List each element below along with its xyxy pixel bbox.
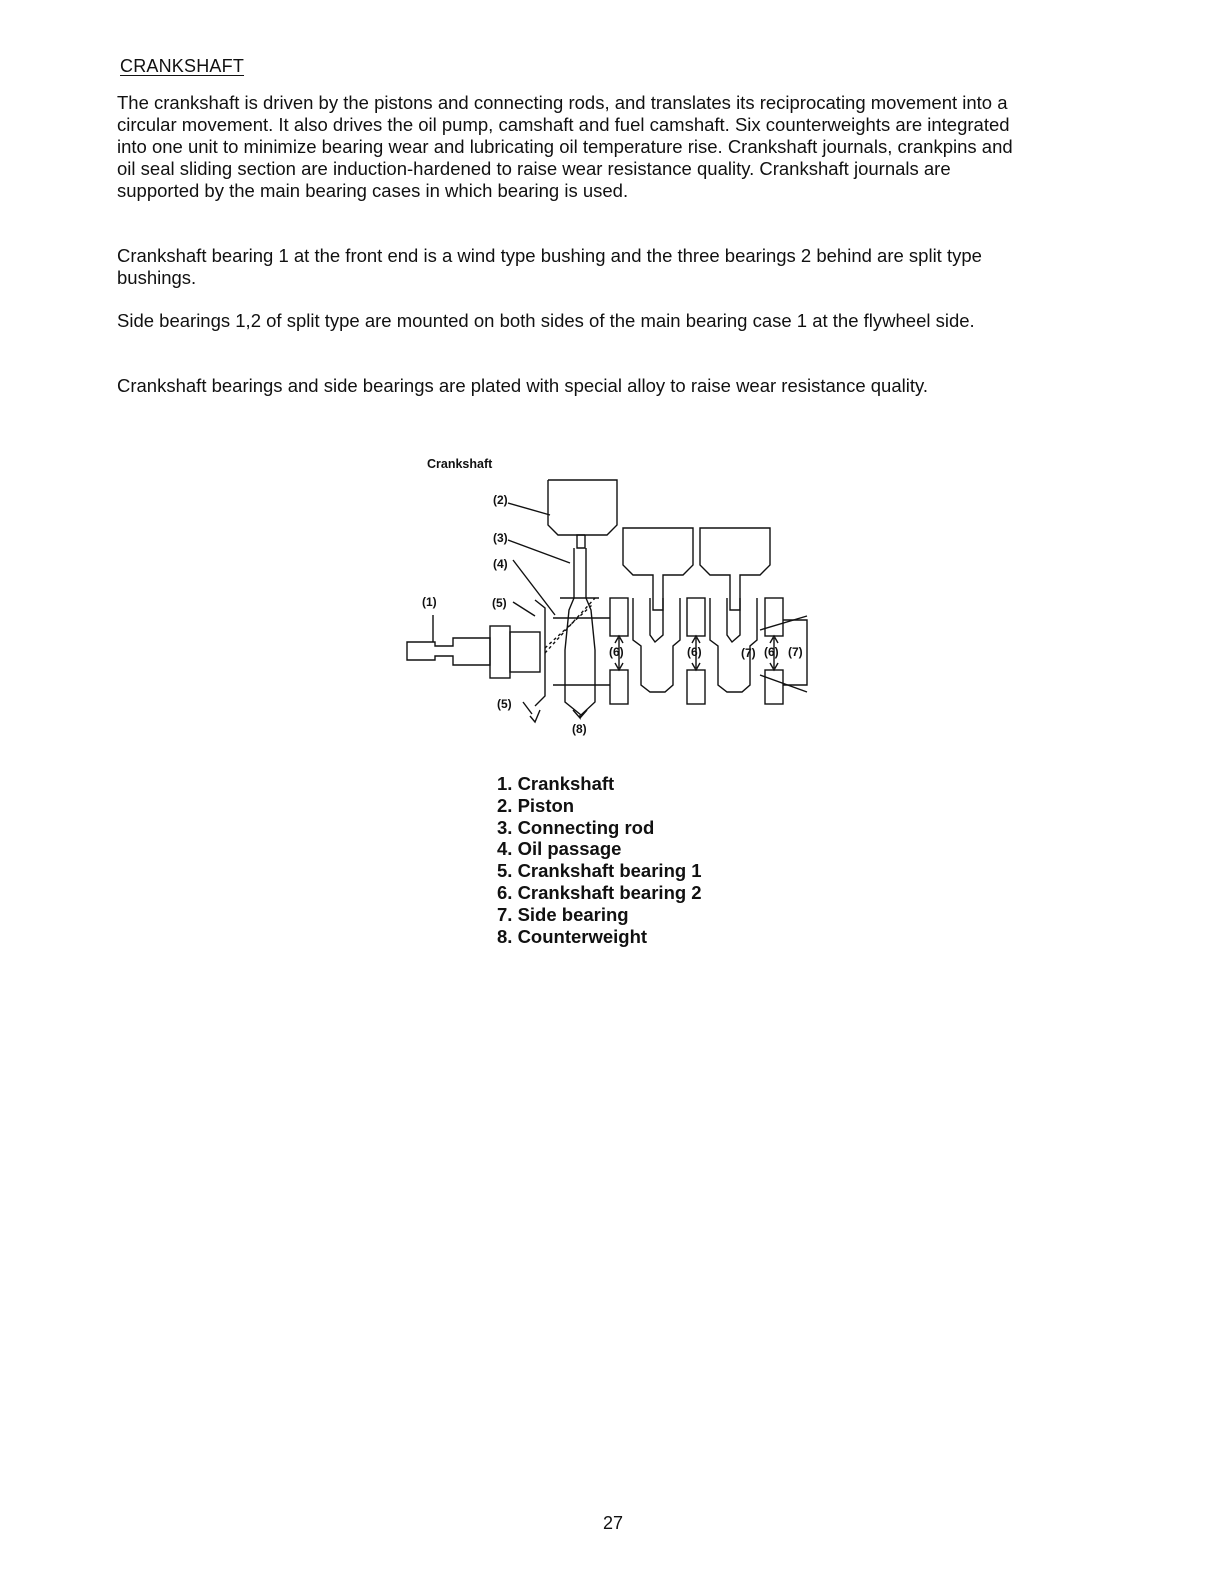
piston-2 [623, 528, 693, 610]
callout-6-b: (6) [687, 645, 702, 659]
section-heading: CRANKSHAFT [120, 56, 245, 76]
callout-2: (2) [493, 493, 508, 507]
connecting-rod-1 [565, 548, 595, 715]
figure-title: Crankshaft [427, 457, 493, 471]
callout-5-top: (5) [492, 596, 507, 610]
paragraph-2: Crankshaft bearing 1 at the front end is a wind type bushing and the three bearings 2 behind are split type bushings. [117, 245, 982, 288]
callout-8: (8) [572, 722, 587, 736]
callout-7-b: (7) [788, 645, 803, 659]
legend-item: 4. Oil passage [497, 838, 622, 860]
crankshaft-diagram [395, 470, 825, 745]
callout-1: (1) [422, 595, 437, 609]
legend-item: 1. Crankshaft [497, 773, 615, 794]
piston-1 [548, 480, 617, 548]
figure-legend [497, 773, 702, 947]
callout-6-c: (6) [764, 645, 779, 659]
callout-7-a: (7) [741, 646, 756, 660]
callout-3: (3) [493, 531, 508, 545]
callout-4: (4) [493, 557, 508, 571]
paragraph-4: Crankshaft bearings and side bearings are plated with special alloy to raise wear resistance quality. [117, 375, 929, 396]
page-number: 27 [603, 1513, 624, 1533]
legend-item: 6. Crankshaft bearing 2 [497, 881, 702, 903]
paragraph-1: The crankshaft is driven by the pistons and connecting rods, and translates its reciprocating movement into a circular movement. It also drives the oil pump, camshaft and fuel camshaft. Six counterweights are integrated into one unit to minimize bearing wear and lubricating oil temperature rise. Crankshaft journals, crankpins and oil seal sliding section are induction-hardened to raise wear resistance quality. Crankshaft journals are supported by the main bearing cases in which bearing is used. [117, 92, 1013, 201]
callout-6-a: (6) [609, 645, 624, 659]
legend-item: 3. Connecting rod [497, 816, 655, 838]
paragraph-3: Side bearings 1,2 of split type are mounted on both sides of the main bearing case 1 at the flywheel side. [117, 310, 975, 331]
piston-3 [700, 528, 770, 610]
front-shaft [407, 638, 490, 665]
legend-item: 7. Side bearing [497, 903, 629, 925]
legend-item: 8. Counterweight [497, 925, 648, 947]
callout-5-bottom: (5) [497, 697, 512, 711]
legend-item: 5. Crankshaft bearing 1 [497, 860, 702, 882]
front-flange [490, 626, 510, 678]
legend-item: 2. Piston [497, 794, 575, 816]
